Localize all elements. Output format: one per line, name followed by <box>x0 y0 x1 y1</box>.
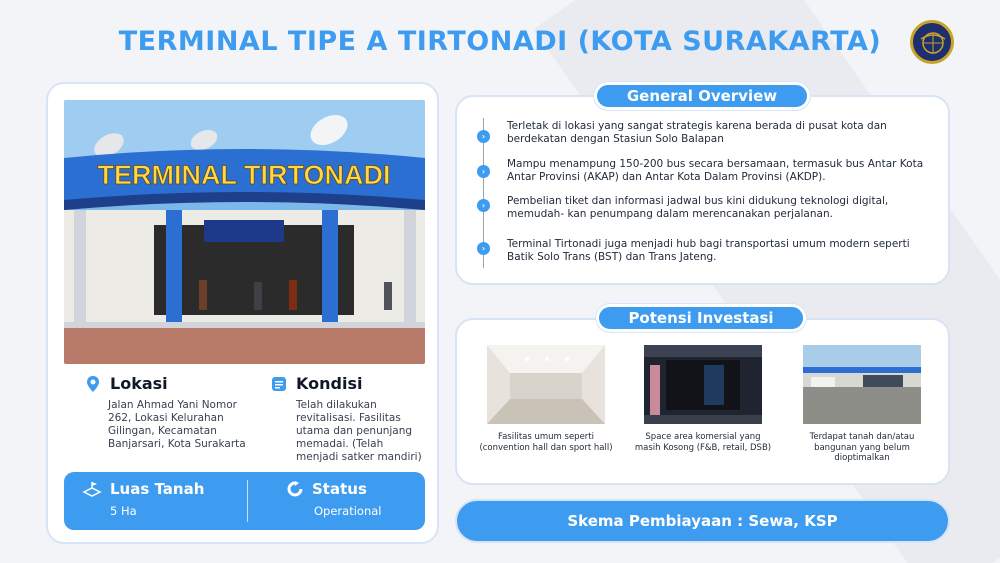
kondisi-line: revitalisasi. Fasilitas <box>296 412 401 424</box>
overview-item <box>507 120 927 146</box>
lokasi-heading: Lokasi <box>110 374 168 393</box>
convention-hall-photo <box>487 345 605 424</box>
caption-line: Terdapat tanah dan/atau <box>809 432 915 442</box>
luas-tanah-heading: Luas Tanah <box>110 480 205 498</box>
status-heading: Status <box>312 480 367 498</box>
luas-tanah-section <box>82 480 204 518</box>
terminal-photo <box>64 100 425 364</box>
overview-line: Terletak di lokasi yang sangat strategis karena berada di pusat kota dan <box>507 120 887 132</box>
vacant-land-photo <box>803 345 921 424</box>
ministry-logo <box>910 20 954 64</box>
luas-tanah-value: 5 Ha <box>110 504 137 518</box>
page-title: TERMINAL TIPE A TIRTONADI (KOTA SURAKARTA) <box>118 26 882 57</box>
status-value: Operational <box>314 504 382 518</box>
caption-line: (convention hall dan sport hall) <box>479 442 613 453</box>
chevron-right-icon: › <box>477 199 490 212</box>
lokasi-line: Banjarsari, Kota Surakarta <box>108 438 246 450</box>
overview-item <box>507 195 927 221</box>
investasi-caption <box>628 432 778 453</box>
divider <box>247 480 248 522</box>
lokasi-line: 262, Lokasi Kelurahan <box>108 412 224 424</box>
kondisi-line: Telah dilakukan <box>296 399 377 411</box>
skema-pembiayaan-banner: Skema Pembiayaan : Sewa, KSP <box>455 499 950 543</box>
overview-line: memudah- kan penumpang dalam merencanakan perjalanan. <box>507 208 833 220</box>
lokasi-section <box>84 374 254 451</box>
overview-item <box>507 158 927 184</box>
potensi-investasi-heading: Potensi Investasi <box>596 304 806 332</box>
investasi-caption <box>786 432 938 464</box>
status-icon <box>286 480 304 498</box>
overview-line: Mampu menampung 150-200 bus secara bersamaan, termasuk bus Antar Kota <box>507 158 924 170</box>
kondisi-section <box>270 374 430 464</box>
investasi-caption <box>470 432 622 453</box>
land-area-icon <box>82 480 102 498</box>
chevron-right-icon: › <box>477 165 490 178</box>
general-overview-heading: General Overview <box>594 82 810 110</box>
commercial-space-photo <box>644 345 762 424</box>
status-section <box>286 480 381 518</box>
lokasi-line: Jalan Ahmad Yani Nomor <box>108 399 237 411</box>
caption-line: bangunan yang belum <box>814 442 910 453</box>
kondisi-heading: Kondisi <box>296 374 363 393</box>
overview-item <box>507 238 927 264</box>
lokasi-line: Gilingan, Kecamatan <box>108 425 217 437</box>
overview-line: Antar Provinsi (AKAP) dan Antar Kota Dalam Provinsi (AKDP). <box>507 171 826 183</box>
caption-line: Space area komersial yang <box>645 432 761 442</box>
caption-line: Fasilitas umum seperti <box>497 432 594 442</box>
overview-line: Batik Solo Trans (BST) dan Trans Jateng. <box>507 251 717 263</box>
chevron-right-icon: › <box>477 130 490 143</box>
chevron-right-icon: › <box>477 242 490 255</box>
document-icon <box>270 375 288 393</box>
caption-line: masih Kosong (F&B, retail, DSB) <box>634 442 772 453</box>
overview-line: berdekatan dengan Stasiun Solo Balapan <box>507 133 724 145</box>
overview-line: Pembelian tiket dan informasi jadwal bus kini didukung teknologi digital, <box>507 195 889 207</box>
kondisi-line: utama dan penunjang <box>296 425 413 437</box>
overview-line: Terminal Tirtonadi juga menjadi hub bagi transportasi umum modern seperti <box>507 238 910 250</box>
terminal-sign-text: TERMINAL TIRTONADI <box>97 160 391 190</box>
kondisi-line: menjadi satker mandiri) <box>296 451 422 463</box>
kondisi-line: memadai. (Telah <box>296 438 384 450</box>
caption-line: dioptimalkan <box>834 453 890 463</box>
terminal-info-card <box>46 82 439 544</box>
summary-bar <box>64 472 425 530</box>
location-pin-icon <box>84 375 102 393</box>
